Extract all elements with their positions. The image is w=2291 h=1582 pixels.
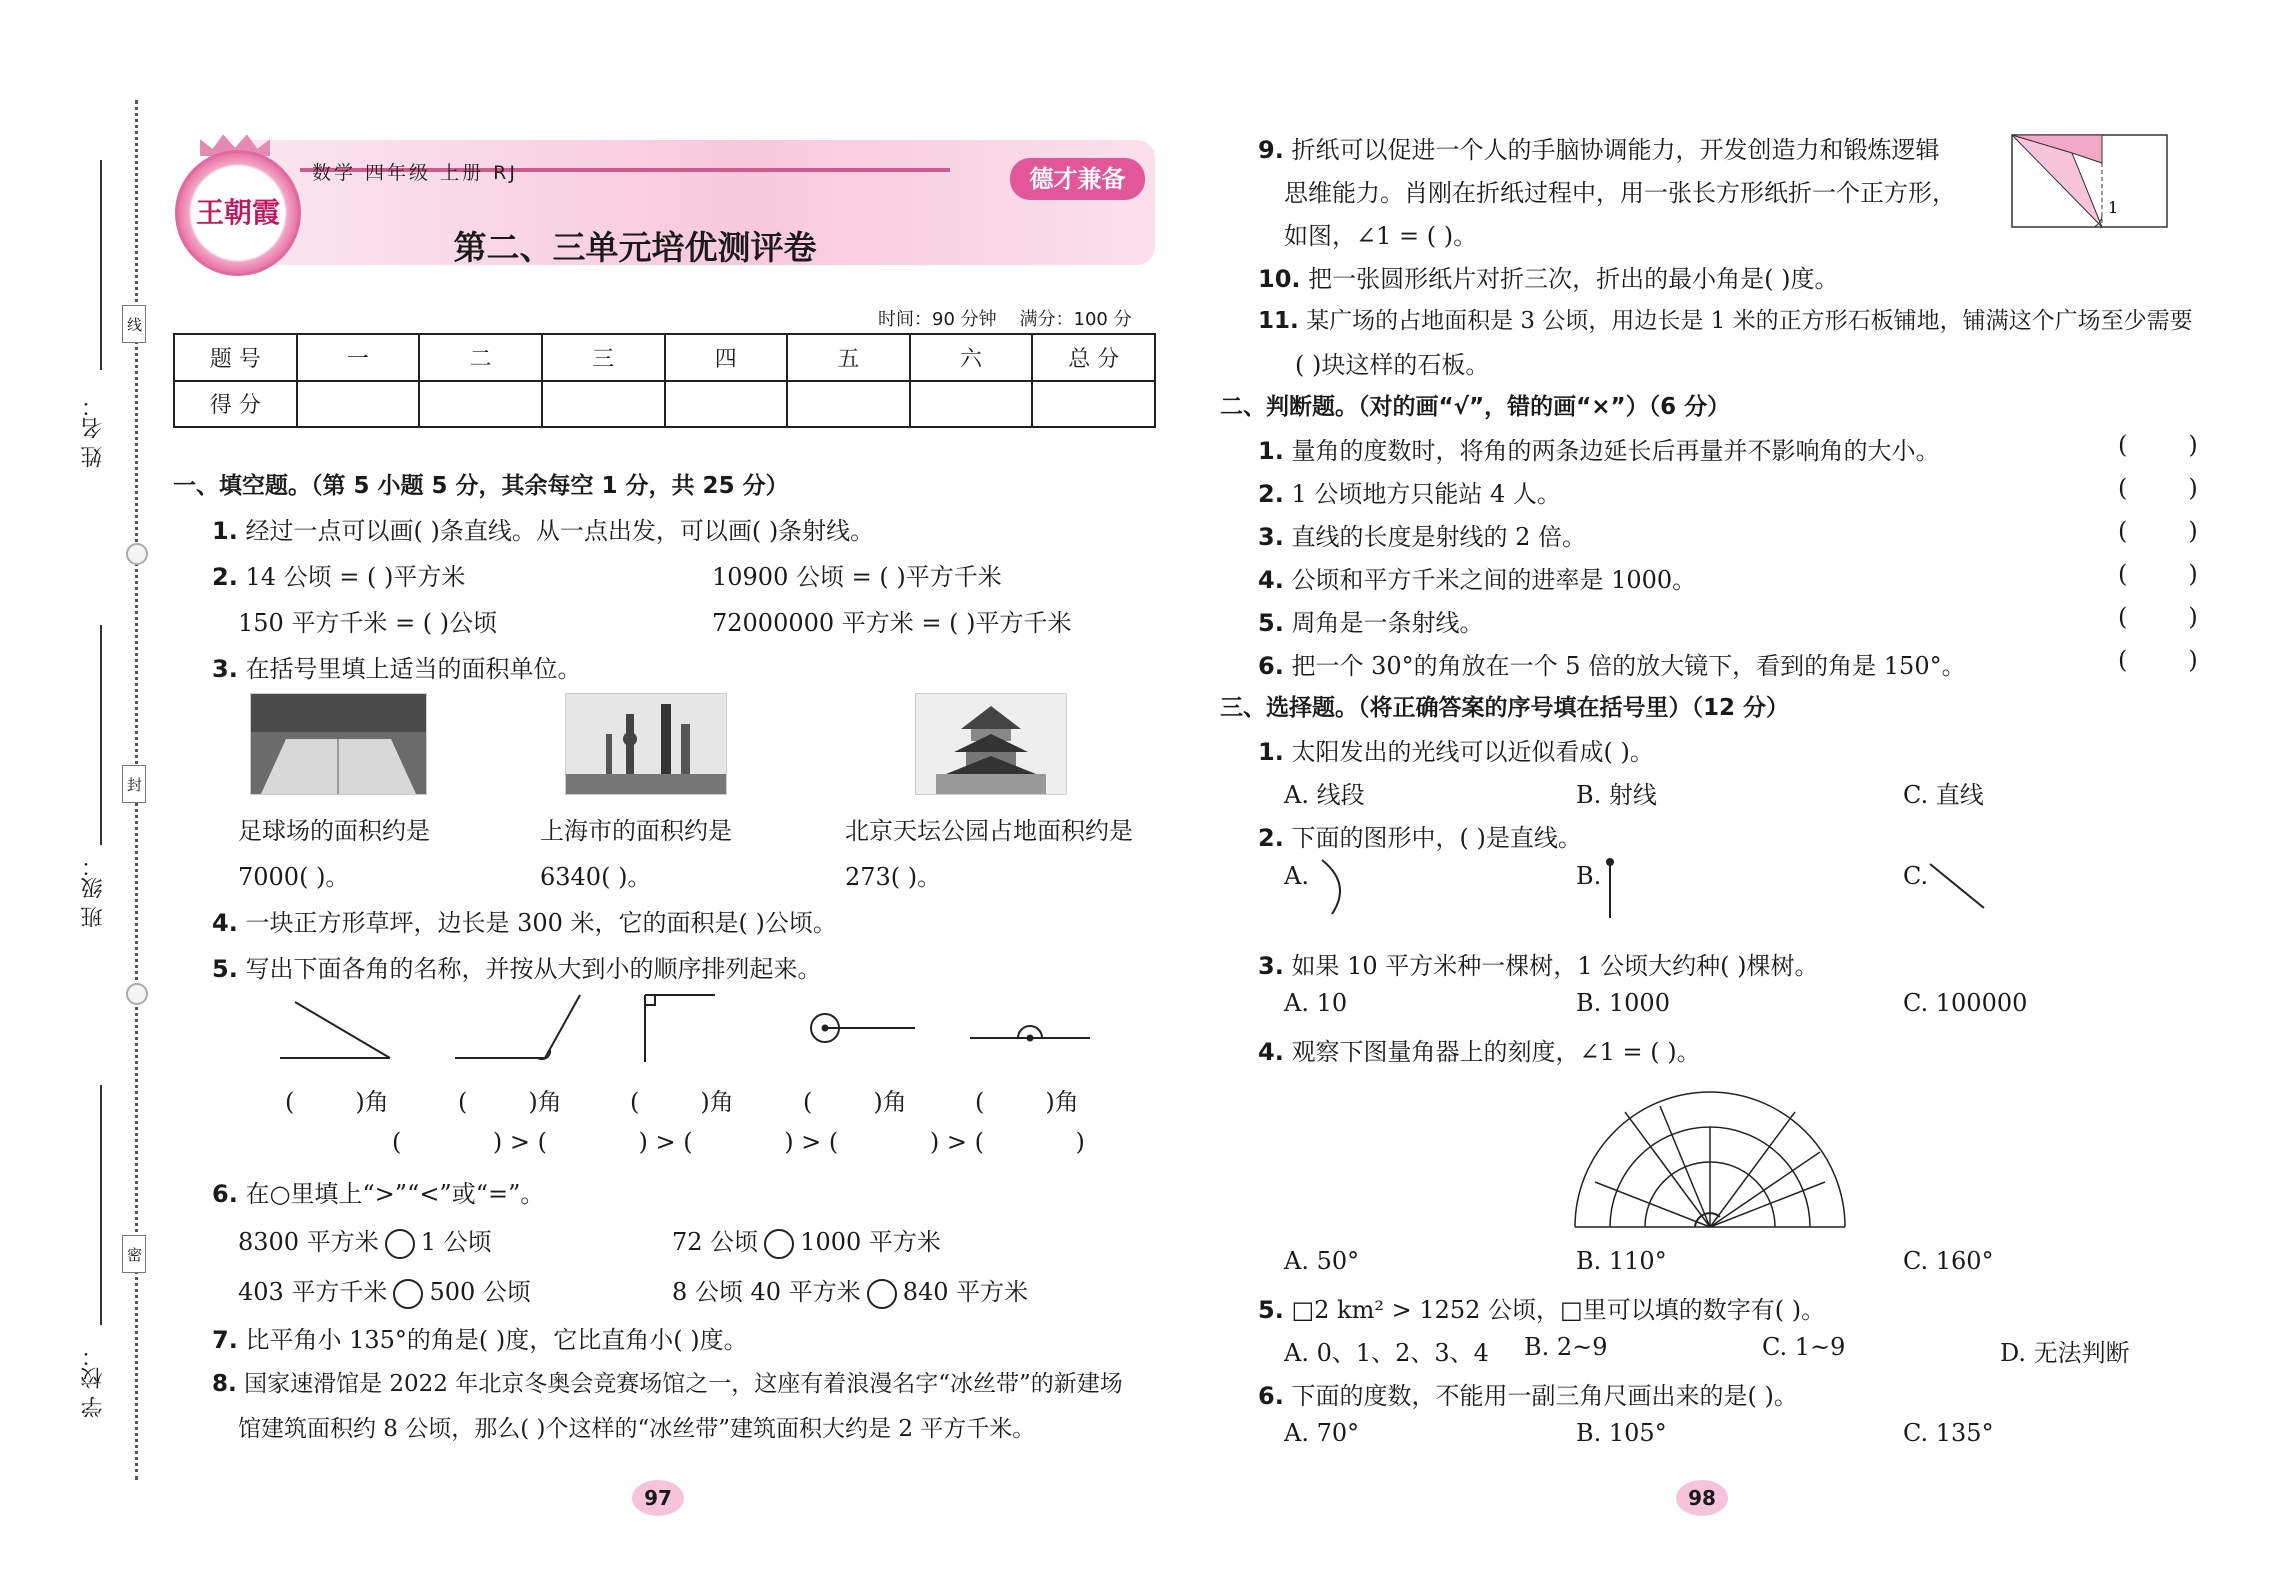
- angle-blank-3: ( )角: [630, 1088, 734, 1116]
- section1-heading: 一、填空题。（第 5 小题 5 分，其余每空 1 分，共 25 分）: [173, 473, 789, 499]
- score-table: [173, 333, 1156, 428]
- choice-q3-opt-b[interactable]: B. 1000: [1576, 989, 1670, 1017]
- subject-line: 数学 四年级 上册 RJ: [312, 162, 518, 184]
- choice-q1-opt-b[interactable]: B. 射线: [1576, 781, 1657, 809]
- choice-q1-opt-c[interactable]: C. 直线: [1903, 781, 1984, 809]
- angle-blank-2: ( )角: [458, 1088, 562, 1116]
- q1-1: 1. 经过一点可以画( )条直线。从一点出发，可以画( )条射线。: [212, 517, 875, 545]
- page-number-right: 98: [1676, 1480, 1728, 1516]
- choice-q5-opt-c[interactable]: C. 1~9: [1762, 1333, 1846, 1361]
- score-header-cell: 四: [665, 334, 788, 381]
- score-cell[interactable]: [787, 381, 910, 428]
- q1-9a: 9. 折纸可以促进一个人的手脑协调能力，开发创造力和锻炼逻辑: [1258, 136, 1940, 164]
- choice-q1: 1. 太阳发出的光线可以近似看成( )。: [1258, 738, 1654, 766]
- choice-q4: 4. 观察下图量角器上的刻度，∠1 = ( )。: [1258, 1038, 1701, 1066]
- angle-figures: [270, 990, 1100, 1070]
- q1-3: 3. 在括号里填上适当的面积单位。: [212, 655, 582, 683]
- temple-of-heaven-photo: [915, 693, 1067, 795]
- choice-q4-opt-c[interactable]: C. 160°: [1903, 1247, 1994, 1275]
- q1-9c: 如图，∠1 = ( )。: [1284, 222, 1478, 250]
- straight-line-figure: [1928, 862, 1988, 912]
- score-cell[interactable]: [665, 381, 788, 428]
- section3-heading: 三、选择题。（将正确答案的序号填在括号里）（12 分）: [1220, 695, 1790, 721]
- judge-paren-3[interactable]: ( ): [2118, 517, 2198, 545]
- choice-q4-opt-a[interactable]: A. 50°: [1284, 1247, 1360, 1275]
- q1-6d: 8 公顷 40 平方米 840 平方米: [672, 1272, 1028, 1309]
- q1-3-caption1: 足球场的面积约是: [238, 817, 430, 845]
- folded-paper-figure: [2010, 133, 2170, 233]
- name-write-line: [100, 160, 102, 370]
- choice-q2: 2. 下面的图形中，( )是直线。: [1258, 824, 1582, 852]
- q1-6a: 8300 平方米 1 公顷: [238, 1222, 492, 1259]
- compare-circle[interactable]: [393, 1279, 423, 1309]
- judge-item-4: 4. 公顷和平方千米之间的进率是 1000。: [1258, 566, 1697, 594]
- choice-q6: 6. 下面的度数，不能用一副三角尺画出来的是( )。: [1258, 1382, 1798, 1410]
- school-label: 学 校：: [81, 1345, 106, 1418]
- q1-4: 4. 一块正方形草坪，边长是 300 米，它的面积是( )公顷。: [212, 909, 837, 937]
- judge-paren-2[interactable]: ( ): [2118, 474, 2198, 502]
- class-write-line: [100, 625, 102, 845]
- secret-mark: 密: [122, 1235, 146, 1273]
- choice-q5-opt-d[interactable]: D. 无法判断: [2000, 1339, 2130, 1367]
- q1-9b: 思维能力。肖刚在折纸过程中，用一张长方形纸折一个正方形，: [1284, 179, 1956, 207]
- judge-paren-1[interactable]: ( ): [2118, 431, 2198, 459]
- q1-11b: ( )块这样的石板。: [1295, 351, 1490, 379]
- score-header-cell: 六: [910, 334, 1033, 381]
- judge-item-6: 6. 把一个 30°的角放在一个 5 倍的放大镜下，看到的角是 150°。: [1258, 652, 1966, 680]
- q1-5: 5. 写出下面各角的名称，并按从大到小的顺序排列起来。: [212, 955, 822, 983]
- q1-6: 6. 在○里填上“>”“<”或“=”。: [212, 1180, 545, 1208]
- choice-q1-opt-a[interactable]: A. 线段: [1284, 781, 1365, 809]
- name-label: 姓 名：: [81, 395, 106, 468]
- angle-order-line: ( ) > ( ) > ( ) > ( ) > ( ): [392, 1128, 1085, 1156]
- angle-blank-4: ( )角: [803, 1088, 907, 1116]
- compare-circle[interactable]: [764, 1229, 794, 1259]
- choice-q3: 3. 如果 10 平方米种一棵树，1 公顷大约种( )棵树。: [1258, 952, 1819, 980]
- q1-3-caption3: 北京天坛公园占地面积约是: [845, 817, 1133, 845]
- protractor-figure: [1565, 1072, 1855, 1232]
- q1-2b: 10900 公顷 = ( )平方千米: [712, 563, 1002, 591]
- judge-item-1: 1. 量角的度数时，将角的两条边延长后再量并不影响角的大小。: [1258, 437, 1940, 465]
- page-number-left: 97: [632, 1480, 684, 1516]
- line-mark: 线: [122, 305, 146, 343]
- q1-6c: 403 平方千米 500 公顷: [238, 1272, 531, 1309]
- choice-q5: 5. □2 km² > 1252 公顷，□里可以填的数字有( )。: [1258, 1296, 1826, 1324]
- score-cell[interactable]: [297, 381, 420, 428]
- score-row-label: 得 分: [174, 381, 297, 428]
- choice-q3-opt-a[interactable]: A. 10: [1284, 989, 1348, 1017]
- q1-6b: 72 公顷 1000 平方米: [672, 1222, 941, 1259]
- q1-11a: 11. 某广场的占地面积是 3 公顷，用边长是 1 米的正方形石板铺地，铺满这个广场至少需要: [1258, 308, 2193, 334]
- choice-q6-opt-c[interactable]: C. 135°: [1903, 1419, 1994, 1447]
- q1-7: 7. 比平角小 135°的角是( )度，它比直角小( )度。: [212, 1326, 748, 1354]
- brand-logo: 王朝霞: [175, 150, 301, 276]
- binding-ring: [126, 543, 148, 565]
- choice-q2-opt-a[interactable]: A.: [1284, 862, 1309, 890]
- binding-ring: [126, 983, 148, 1005]
- choice-q3-opt-c[interactable]: C. 100000: [1903, 989, 2028, 1017]
- score-cell[interactable]: [542, 381, 665, 428]
- score-header-cell: 五: [787, 334, 910, 381]
- q1-3-answer3: 273( )。: [845, 863, 942, 891]
- choice-q2-opt-b[interactable]: B.: [1576, 862, 1602, 890]
- score-cell[interactable]: [419, 381, 542, 428]
- score-cell[interactable]: [910, 381, 1033, 428]
- q1-2a: 2. 14 公顷 = ( )平方米: [212, 563, 466, 591]
- q1-8a: 8. 国家速滑馆是 2022 年北京冬奥会竞赛场馆之一，这座有着浪漫名字“冰丝带”的新建场: [212, 1371, 1123, 1397]
- score-header-cell: 一: [297, 334, 420, 381]
- angle-blank-5: ( )角: [975, 1088, 1079, 1116]
- q1-3-answer1: 7000( )。: [238, 863, 350, 891]
- judge-paren-5[interactable]: ( ): [2118, 603, 2198, 631]
- compare-circle[interactable]: [385, 1229, 415, 1259]
- q1-2c: 150 平方千米 = ( )公顷: [238, 609, 498, 637]
- angle-1-label: 1: [2108, 198, 2119, 217]
- choice-q4-opt-b[interactable]: B. 110°: [1576, 1247, 1667, 1275]
- shanghai-photo: [565, 693, 727, 795]
- score-cell[interactable]: [1032, 381, 1155, 428]
- section2-heading: 二、判断题。（对的画“√”，错的画“×”）（6 分）: [1220, 394, 1731, 420]
- angle-blank-1: ( )角: [285, 1088, 389, 1116]
- choice-q6-opt-a[interactable]: A. 70°: [1284, 1419, 1360, 1447]
- choice-q5-opt-b[interactable]: B. 2~9: [1524, 1333, 1608, 1361]
- seal-mark: 封: [122, 765, 146, 803]
- compare-circle[interactable]: [867, 1279, 897, 1309]
- judge-item-2: 2. 1 公顷地方只能站 4 人。: [1258, 480, 1561, 508]
- judge-item-5: 5. 周角是一条射线。: [1258, 609, 1484, 637]
- judge-paren-6[interactable]: ( ): [2118, 646, 2198, 674]
- choice-q5-opt-a[interactable]: A. 0、1、2、3、4: [1284, 1339, 1489, 1367]
- stadium-photo: [250, 693, 427, 795]
- class-label: 班 级：: [81, 855, 106, 928]
- q1-10: 10. 把一张圆形纸片对折三次，折出的最小角是( )度。: [1258, 265, 1839, 293]
- ray-figure: [1600, 856, 1620, 920]
- q1-8b: 馆建筑面积约 8 公顷，那么( )个这样的“冰丝带”建筑面积大约是 2 平方千米。: [238, 1416, 1036, 1442]
- motto-badge: 德才兼备: [1010, 158, 1145, 200]
- curve-line-figure: [1318, 858, 1358, 918]
- score-header-cell: 题 号: [174, 334, 297, 381]
- score-header-cell: 总 分: [1032, 334, 1155, 381]
- school-write-line: [100, 1085, 102, 1325]
- q1-3-caption2: 上海市的面积约是: [540, 817, 732, 845]
- time-score-info: 时间：90 分钟 满分：100 分: [878, 309, 1132, 330]
- choice-q6-opt-b[interactable]: B. 105°: [1576, 1419, 1667, 1447]
- choice-q2-opt-c[interactable]: C.: [1903, 862, 1929, 890]
- score-header-cell: 二: [419, 334, 542, 381]
- page-title: 第二、三单元培优测评卷: [453, 228, 817, 267]
- q1-3-answer2: 6340( )。: [540, 863, 652, 891]
- q1-2d: 72000000 平方米 = ( )平方千米: [712, 609, 1072, 637]
- judge-paren-4[interactable]: ( ): [2118, 560, 2198, 588]
- score-header-cell: 三: [542, 334, 665, 381]
- judge-item-3: 3. 直线的长度是射线的 2 倍。: [1258, 523, 1586, 551]
